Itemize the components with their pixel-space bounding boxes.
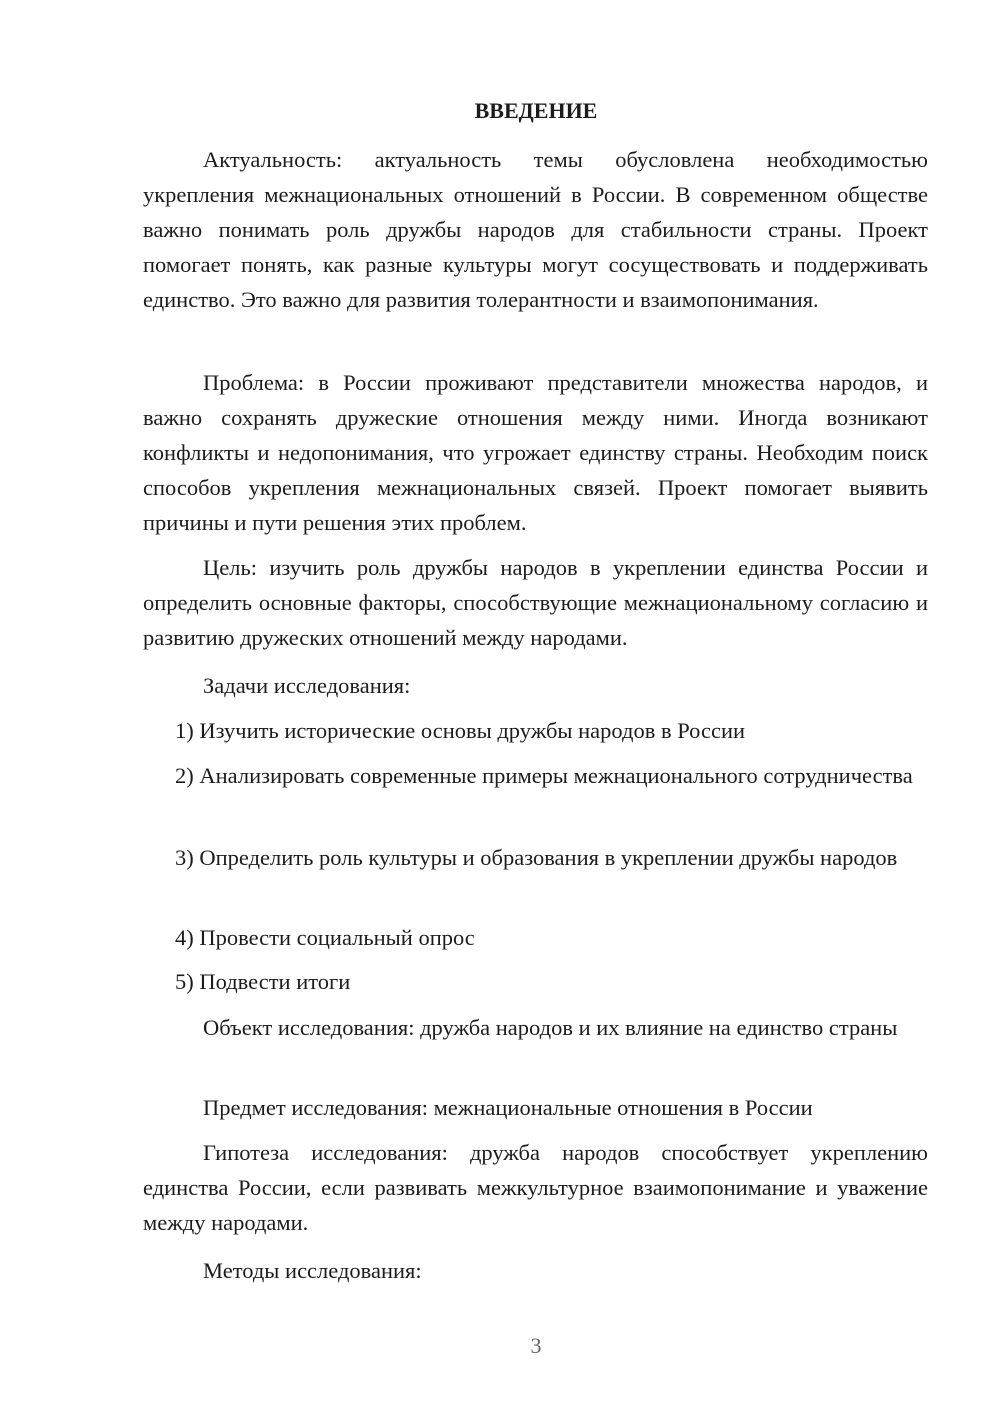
paragraph-goal: Цель: изучить роль дружбы народов в укреплении единства России и определить основные факторы, способствующие межнациональному согласию и развитию дружеских отношений между народами. [143,555,928,650]
task-item-5: 5) Подвести итоги [175,969,351,994]
paragraph-object: Объект исследования: дружба народов и их влияние на единство страны [203,1015,898,1040]
paragraph-subject: Предмет исследования: межнациональные отношения в России [203,1095,813,1120]
page-title: ВВЕДЕНИЕ [474,98,598,123]
paragraph-relevance: Актуальность: актуальность темы обусловлена необходимостью укрепления межнациональных отношений в России. В современном обществе важно понимать роль дружбы народов для стабильности страны. Проект помогает понять, как разные культуры могут сосуществовать и поддерживать единство. Это важно для развития толерантности и взаимопонимания. [143,147,928,312]
tasks-heading: Задачи исследования: [203,673,411,698]
page-number: 3 [530,1333,542,1358]
paragraph-hypothesis: Гипотеза исследования: дружба народов способствует укреплению единства России, если развивать межкультурное взаимопонимание и уважение между народами. [143,1140,928,1235]
task-item-2: 2) Анализировать современные примеры межнационального сотрудничества [175,763,913,788]
methods-heading: Методы исследования: [203,1258,422,1283]
task-item-1: 1) Изучить исторические основы дружбы народов в России [175,718,746,743]
paragraph-problem: Проблема: в России проживают представители множества народов, и важно сохранять дружеские отношения между ними. Иногда возникают конфликты и недопонимания, что угрожает единству страны. Необходим поиск способов укрепления межнациональных связей. Проект помогает выявить причины и пути решения этих проблем. [143,370,928,535]
task-item-3: 3) Определить роль культуры и образования в укреплении дружбы народов [175,845,898,870]
task-item-4: 4) Провести социальный опрос [175,925,475,950]
